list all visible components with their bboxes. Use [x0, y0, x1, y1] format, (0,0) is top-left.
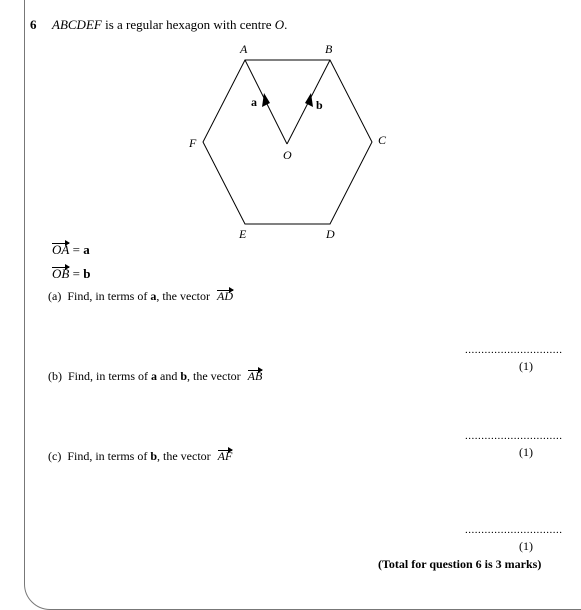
arrow-a-icon [262, 93, 270, 107]
vertex-label-f: F [189, 136, 197, 150]
part-a-text-after: , the vector [156, 289, 213, 303]
part-c-marks: (1) [519, 539, 533, 553]
centre-name: O [274, 17, 285, 32]
part-c-text: Find, in terms of [67, 449, 151, 463]
vertex-label-d: D [326, 227, 335, 241]
part-c-answer-line[interactable]: .............................. [465, 524, 563, 536]
intro-end: . [284, 17, 288, 32]
vertex-label-e: E [239, 227, 247, 241]
definition-ob [52, 266, 90, 282]
part-b-question [48, 369, 262, 384]
part-c-text-after: , the vector [157, 449, 214, 463]
part-c-question [48, 449, 232, 464]
part-a-text: Find, in terms of [67, 289, 151, 303]
part-b-answer-line[interactable]: .............................. [465, 430, 563, 442]
part-c-term: b [150, 449, 158, 463]
part-a-term: a [150, 289, 157, 303]
vector-label-a: a [251, 95, 257, 109]
intro-text: is a regular hexagon with centre [101, 17, 275, 32]
total-marks: (Total for question 6 is 3 marks) [378, 557, 542, 571]
part-b-joiner: and [157, 369, 181, 383]
vector-af: AF [217, 449, 233, 463]
vertex-label-c: C [378, 133, 387, 147]
part-a-label: (a) [48, 289, 62, 303]
part-b-text: Find, in terms of [68, 369, 151, 383]
vector-ad: AD [216, 289, 233, 303]
part-b-term-b: b [180, 369, 188, 383]
vector-b-value: b [83, 266, 91, 281]
part-a-question [48, 289, 233, 304]
part-b-label: (b) [48, 369, 62, 383]
equals-sign: = [69, 266, 84, 281]
part-b-text-after: , the vector [187, 369, 244, 383]
vertex-label-o: O [283, 148, 292, 162]
vector-oa: OA [52, 242, 70, 257]
vector-a-value: a [83, 242, 90, 257]
part-b-marks: (1) [519, 445, 533, 459]
vector-ab: AB [247, 369, 263, 383]
definition-oa [52, 242, 90, 258]
part-a-answer-line[interactable]: .............................. [465, 344, 563, 356]
vector-label-b: b [316, 98, 323, 112]
vertex-label-b: B [325, 42, 333, 56]
hexagon-name: ABCDEF [52, 17, 102, 32]
part-a-marks: (1) [519, 359, 533, 373]
part-b-term-a: a [151, 369, 157, 383]
question-number: 6 [30, 17, 37, 32]
part-c-label: (c) [48, 449, 62, 463]
vector-ob: OB [52, 266, 70, 281]
vertex-label-a: A [240, 42, 248, 56]
hexagon-diagram [0, 0, 581, 260]
equals-sign: = [69, 242, 84, 257]
